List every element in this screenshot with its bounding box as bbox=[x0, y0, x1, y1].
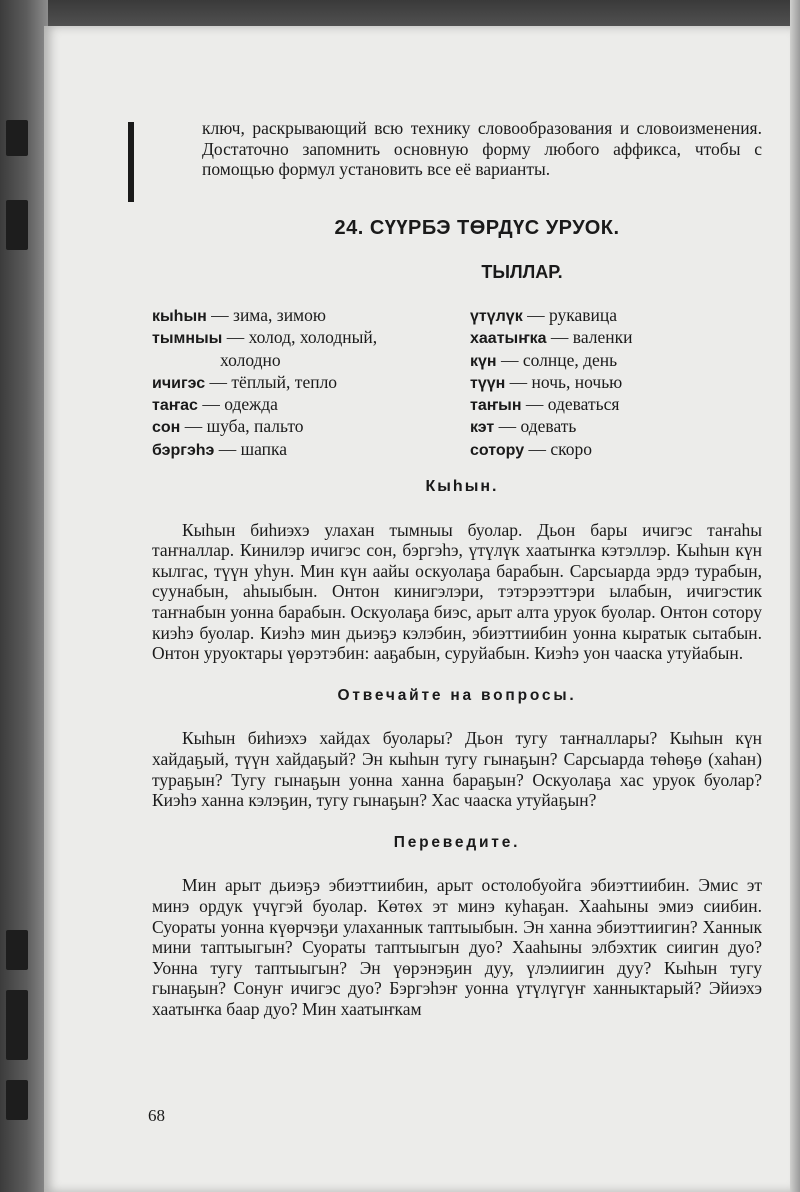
reading-title: Кыһын. bbox=[425, 478, 499, 496]
vocab-item: күн — солнце, день bbox=[470, 349, 618, 370]
scan-right-edge bbox=[790, 0, 800, 1192]
intro-paragraph: ключ, раскрывающий всю технику словообразования и словоизменения. Достаточно запомнить основную форму любого аффикса, чтобы с помощью формул установить все её варианты. bbox=[202, 118, 762, 180]
questions-paragraph: Кыһын биһиэхэ хайдах буолары? Дьон тугу таҥналлары? Кыһын күн хайдаҕый, түүн хайдаҕый? Эн кыһын тугу гынаҕын? Сарсыарда төһөҕө (хаһан) тураҕын? Тугу гынаҕын уонна ханна бараҕын? Оскуолаҕа хас уруок буолар? Киэһэ ханна кэлэҕин, тугу гынаҕын? Хас чааска утуйаҕын? bbox=[152, 728, 762, 811]
intro-block bbox=[152, 118, 762, 180]
vocab-item: сон — шуба, пальто bbox=[152, 416, 304, 437]
page-content bbox=[152, 118, 762, 1020]
vocabulary-heading: ТЫЛЛАР. bbox=[481, 262, 563, 283]
vocab-item: таҥын — одеваться bbox=[470, 394, 620, 415]
vocab-item: ичигэс — тёплый, тепло bbox=[152, 371, 338, 392]
vocab-item: тымныы — холод, холодный, bbox=[152, 327, 378, 348]
questions-heading: Отвечайте на вопросы. bbox=[337, 686, 577, 704]
vocab-item: таҥас — одежда bbox=[152, 394, 278, 415]
vocabulary-column-right bbox=[470, 305, 762, 461]
vocab-item-continuation: холодно bbox=[220, 349, 281, 370]
scan-left-margin bbox=[0, 0, 48, 1192]
margin-bar bbox=[128, 122, 134, 202]
translate-heading: Переведите. bbox=[393, 833, 521, 851]
vocabulary-column-left bbox=[152, 305, 470, 461]
vocabulary-list bbox=[152, 305, 762, 461]
reading-paragraph: Кыһын биһиэхэ улахан тымныы буолар. Дьон бары ичигэс таҥаһы таҥналлар. Кинилэр ичигэс сон, бэргэһэ, үтүлүк хаатыҥка кэтэллэр. Кыһын күн кылгас, түүн уһун. Мин күн аайы оскуолаҕа барабын. Сарсыарда эрдэ турабын, суунабын, аһыыбын. Онтон кинигэлэри, тэтэрээттэри ылабын, ичигэстик таҥнабын уонна барабын. Оскуолаҕа биэс, арыт алта уруок буолар. Онтон сотору киэһэ буолар. Киэһэ мин дьиэҕэ кэлэбин, эбиэттиибин уонна кыратык сытабын. Онтон уруоктары үөрэтэбин: ааҕабын, суруйабын. Киэһэ уон чааска утуйабын. bbox=[152, 519, 762, 664]
vocab-item: бэргэһэ — шапка bbox=[152, 438, 288, 459]
vocab-item: сотору — скоро bbox=[470, 438, 593, 459]
vocab-item: кэт — одевать bbox=[470, 416, 577, 437]
lesson-title: 24. СҮҮРБЭ ТӨРДҮС УРУОК. bbox=[334, 216, 620, 239]
translate-paragraph: Мин арыт дьиэҕэ эбиэттиибин, арыт остолобуойга эбиэттиибин. Эмис эт минэ ордук үчүгэй буолар. Көтөх эт минэ куһаҕан. Хааһыны эмиэ сиибин. Суораты уонна күөрчэҕи улаханнык таптыыбын. Эн ханна эбиэттиигин? Ханнык мини таптыыгын? Суораты таптыыгын дуо? Хааһыны элбэхтик сиигин дуо? Уонна тугу таптыыгын? Эн үөрэнэҕин дуу, үлэлиигин дуу? Кыһын тугу гынаҕын? Сонуҥ ичигэс дуо? Бэргэһэҥ уонна үтүлүгүҥ ханныктарый? Эйиэхэ хаатыҥка баар дуо? Мин хаатыҥкам bbox=[152, 875, 762, 1019]
page-number: 68 bbox=[148, 1106, 165, 1125]
vocab-item: үтүлүк — рукавица bbox=[470, 304, 617, 325]
vocab-item: түүн — ночь, ночью bbox=[470, 371, 623, 392]
vocab-item: кыһын — зима, зимою bbox=[152, 304, 326, 325]
vocab-item: хаатыҥка — валенки bbox=[470, 327, 633, 348]
